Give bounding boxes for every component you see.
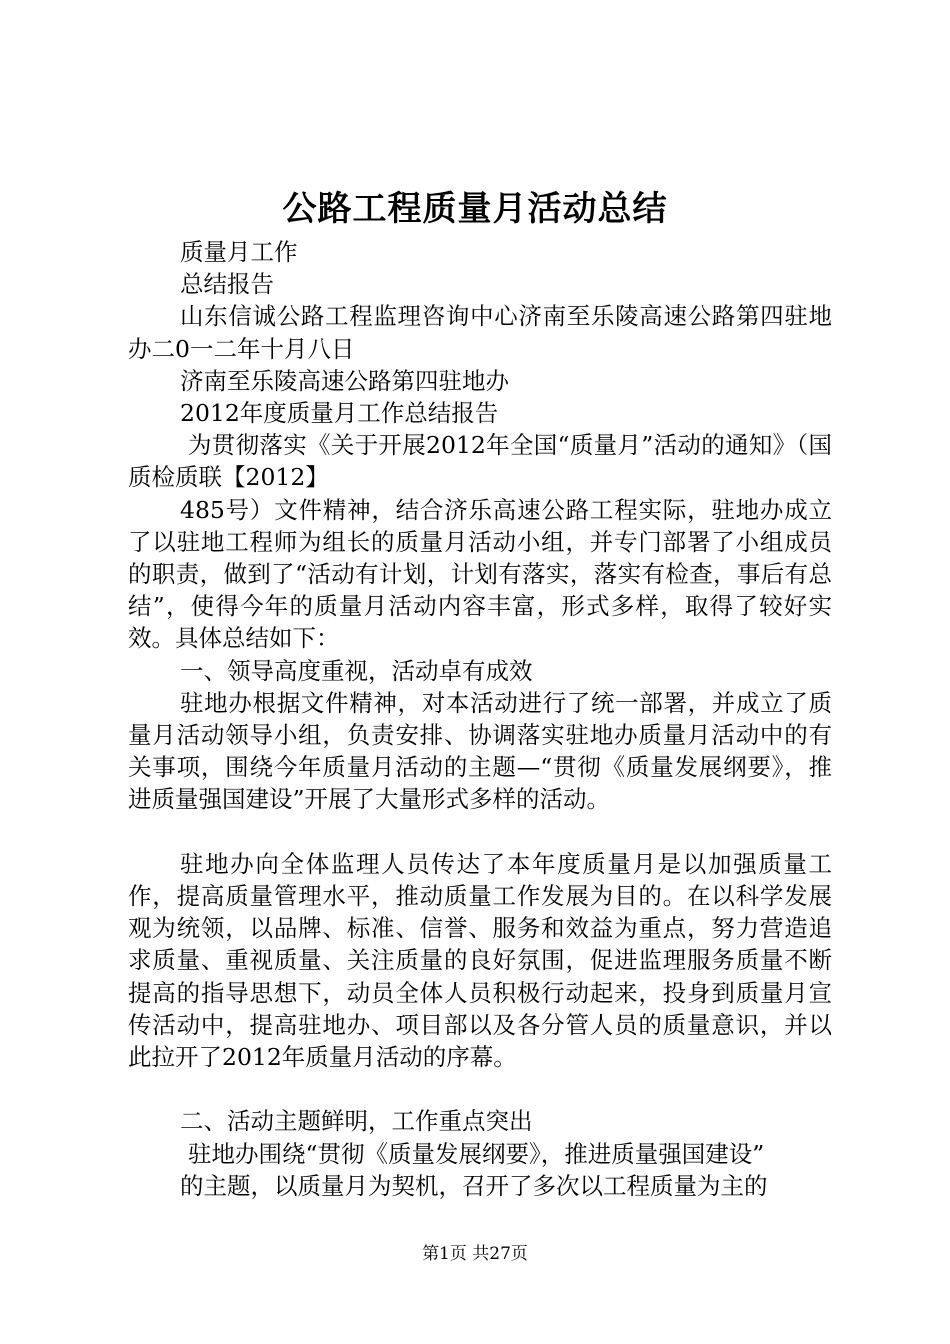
page-number: 第1页 共27页 bbox=[422, 1244, 528, 1264]
paragraph-spacer bbox=[128, 816, 832, 848]
section-heading-1: 一、领导高度重视，活动卓有成效 bbox=[180, 656, 533, 685]
paragraph-section-1a: 驻地办根据文件精神，对本活动进行了统一部署，并成立了质量月活动领导小组，负责安排、协调落实驻地办质量月活动中的有关事项，围绕今年质量月活动的主题—“贯彻《质量发展纲要》，推进质量强国建设”开展了大量形式多样的活动。 bbox=[128, 688, 832, 814]
paragraph-notice-reference: 为贯彻落实《关于开展2012年全国“质量月”活动的通知》（国质检质联【2012】 bbox=[128, 431, 832, 492]
paragraph-report-name: 2012年度质量月工作总结报告 bbox=[180, 399, 499, 428]
paragraph-intro: 485号）文件精神，结合济乐高速公路工程实际，驻地办成立了以驻地工程师为组长的质量月活动小组，并专门部署了小组成员的职责，做到了“活动有计划，计划有落实，落实有检查，事后有总结”，使得今年的质量月活动内容丰富，形式多样，取得了较好实效。具体总结如下： bbox=[128, 495, 832, 653]
paragraph-section-2b: 的主题，以质量月为契机，召开了多次以工程质量为主的 bbox=[180, 1171, 768, 1200]
paragraph-subtitle-2: 总结报告 bbox=[180, 270, 274, 299]
paragraph-subtitle-1: 质量月工作 bbox=[180, 238, 298, 266]
paragraph-section-1b: 驻地办向全体监理人员传达了本年度质量月是以加强质量工作，提高质量管理水平，推动质量工作发展为目的。在以科学发展观为统领，以品牌、标准、信誉、服务和效益为重点，努力营造追求质量、重视质量、关注质量的良好氛围，促进监理服务质量不断提高的指导思想下，动员全体人员积极行动起来，投身到质量月宣传活动中，提高驻地办、项目部以及各分管人员的质量意识，并以此拉开了2012年质量月活动的序幕。 bbox=[128, 849, 832, 1072]
section-heading-2: 二、活动主题鲜明，工作重点突出 bbox=[180, 1107, 533, 1136]
paragraph-office-name: 济南至乐陵高速公路第四驻地办 bbox=[180, 366, 509, 395]
document-title: 公路工程质量月活动总结 bbox=[282, 189, 668, 229]
document-body bbox=[128, 236, 832, 1202]
paragraph-section-2a: 驻地办围绕“贯彻《质量发展纲要》，推进质量强国建设” bbox=[188, 1139, 765, 1168]
paragraph-spacer bbox=[128, 1073, 832, 1105]
paragraph-issuer: 山东信诚公路工程监理咨询中心济南至乐陵高速公路第四驻地办二0一二年十月八日 bbox=[128, 302, 832, 363]
